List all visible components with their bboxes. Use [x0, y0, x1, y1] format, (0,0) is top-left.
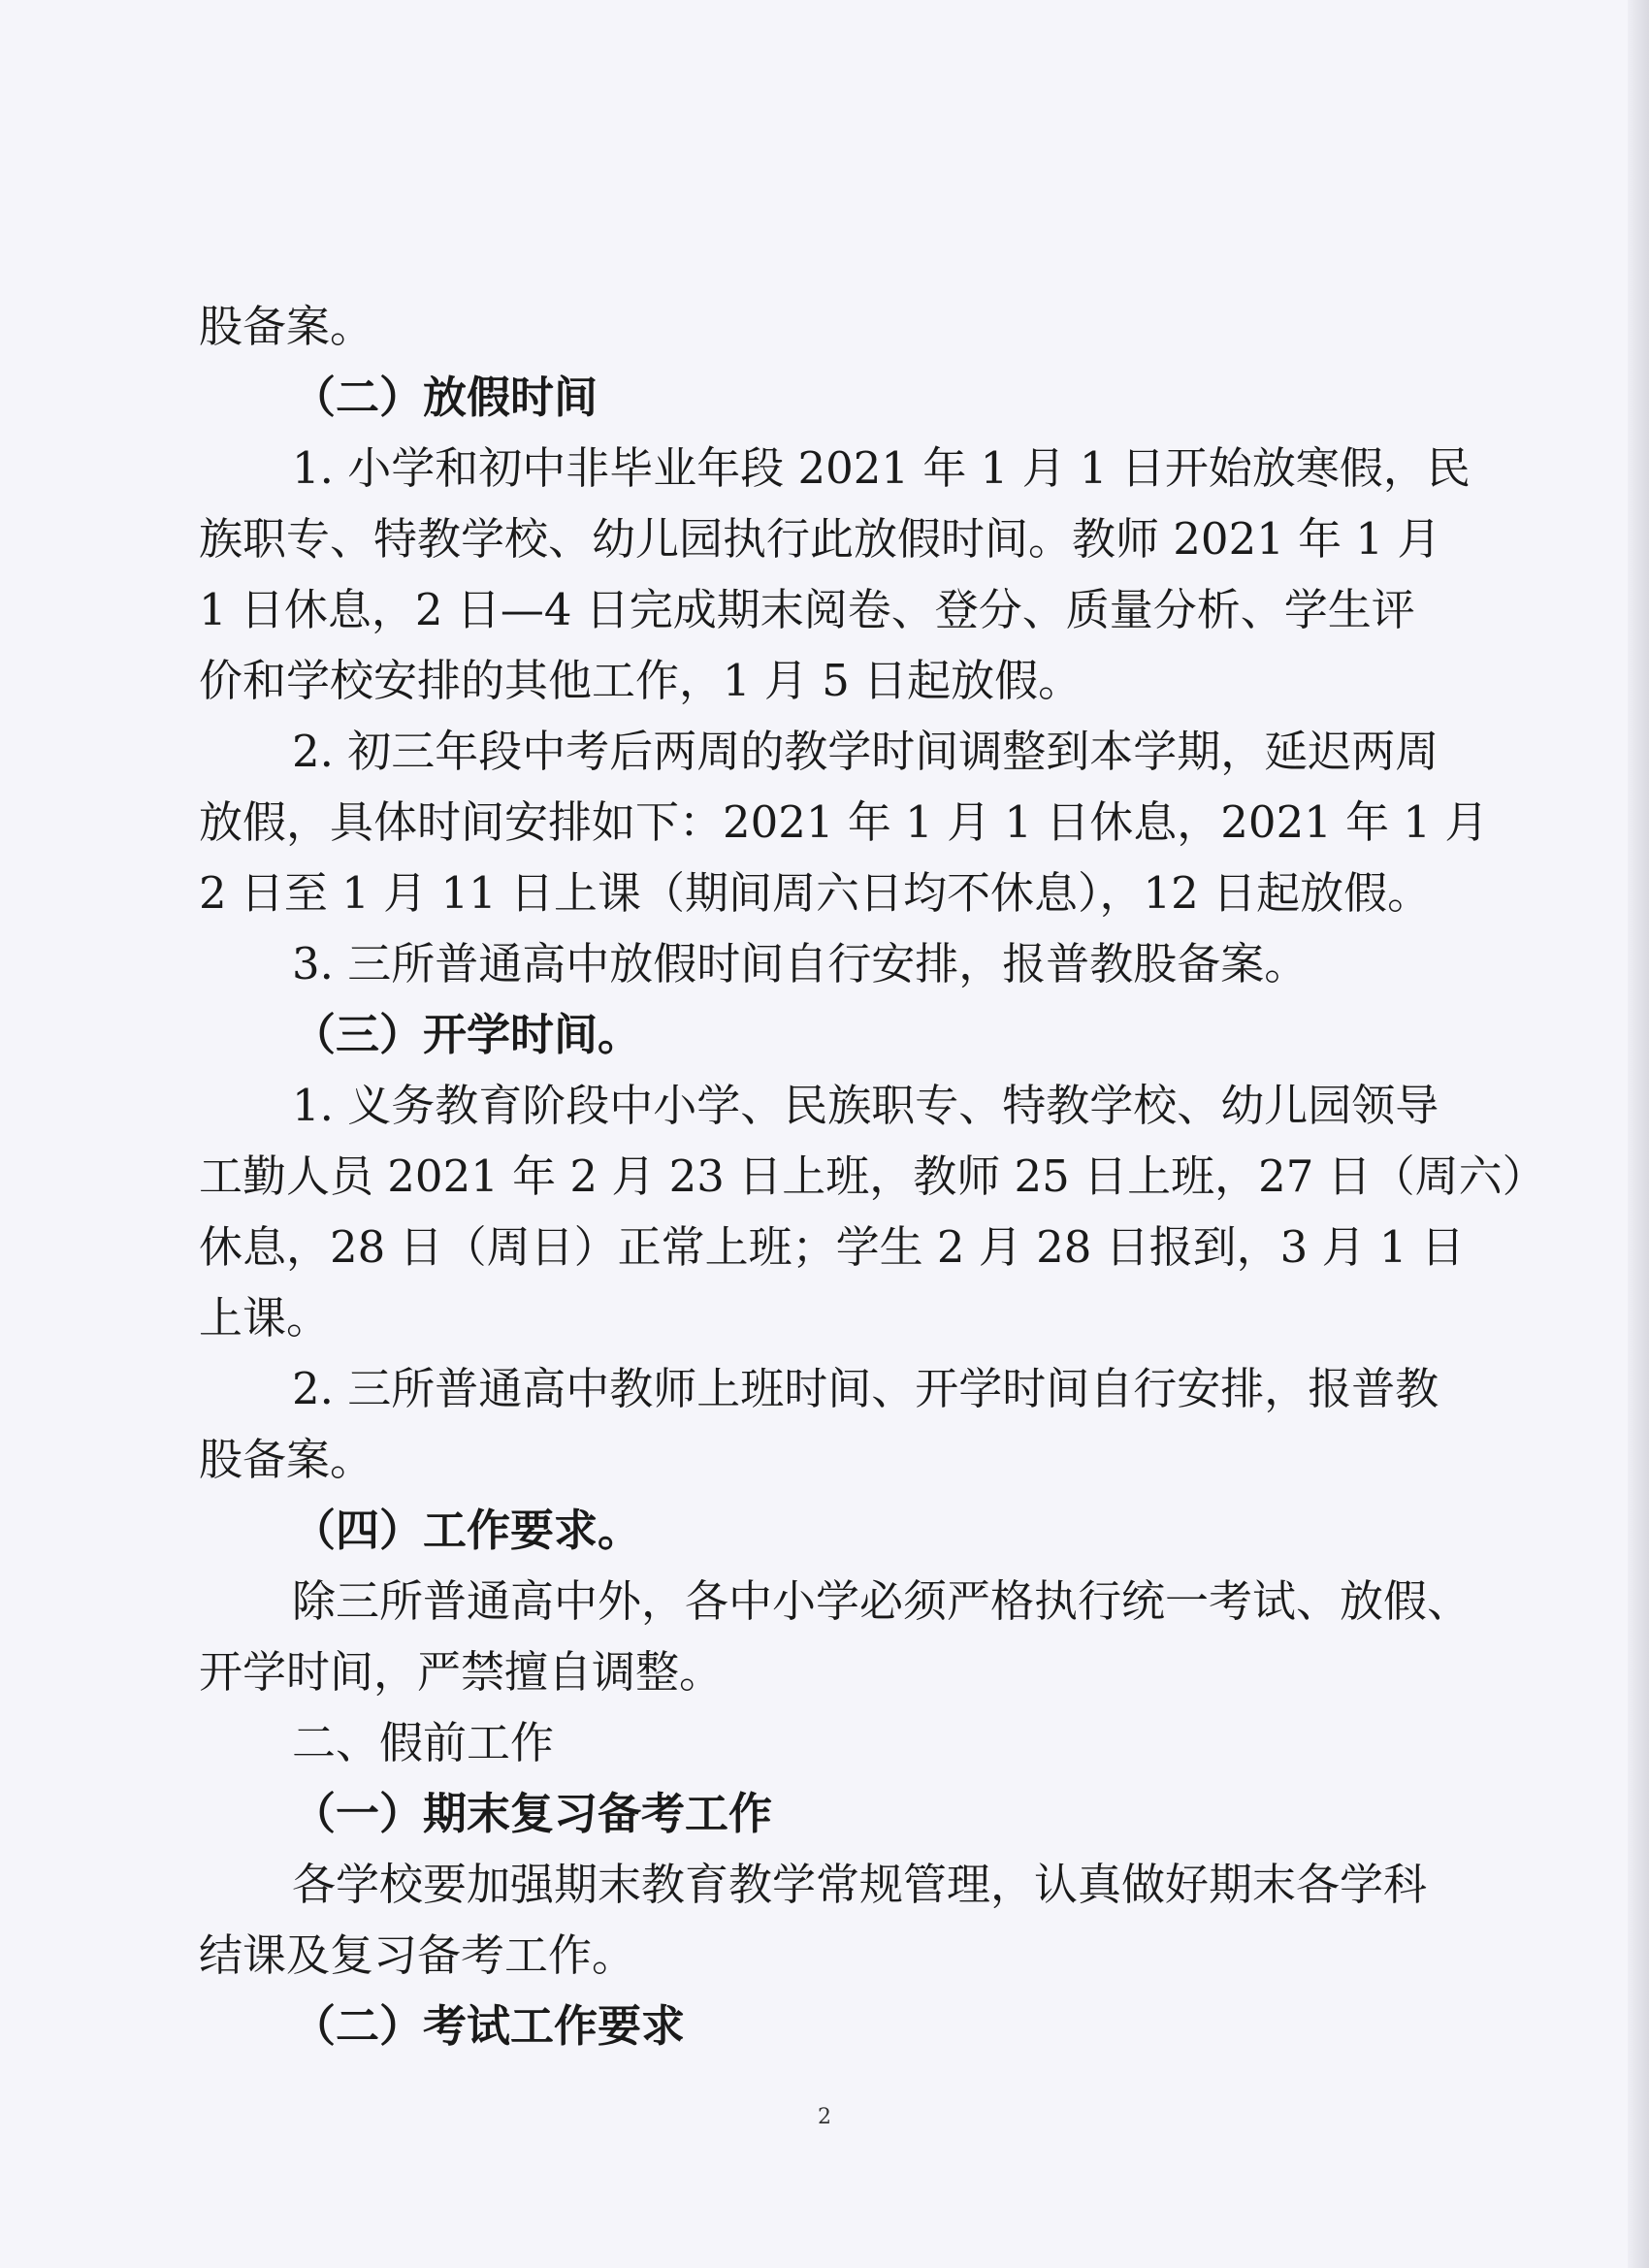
paragraph-line: 二、假前工作	[292, 1717, 555, 1768]
section-heading: （二）放假时间	[292, 372, 598, 423]
page-number: 2	[818, 2105, 831, 2129]
paragraph-line: 休息，28 日（周日）正常上班；学生 2 月 28 日报到，3 月 1 日	[199, 1221, 1465, 1273]
section-heading: （四）工作要求。	[292, 1505, 642, 1556]
paragraph-line: 1. 小学和初中非毕业年段 2021 年 1 月 1 日开始放寒假，民	[292, 442, 1471, 494]
paragraph-line: 价和学校安排的其他工作，1 月 5 日起放假。	[199, 655, 1083, 706]
section-heading: （一）期末复习备考工作	[292, 1788, 773, 1839]
paragraph-line: 各学校要加强期末教育教学常规管理，认真做好期末各学科	[292, 1859, 1428, 1910]
paragraph-line: 2. 初三年段中考后两周的教学时间调整到本学期，延迟两周	[292, 726, 1439, 777]
paragraph-line: 族职专、特教学校、幼儿园执行此放假时间。教师 2021 年 1 月	[199, 513, 1441, 565]
paragraph-line: 上课。	[199, 1292, 331, 1344]
paragraph-line: 放假，具体时间安排如下：2021 年 1 月 1 日休息，2021 年 1 月	[199, 796, 1489, 848]
paragraph-line: 开学时间，严禁擅自调整。	[199, 1646, 724, 1698]
paragraph-line: 股备案。	[199, 301, 374, 352]
paragraph-line: 2 日至 1 月 11 日上课（期间周六日均不休息），12 日起放假。	[199, 867, 1432, 919]
paragraph-line: 结课及复习备考工作。	[199, 1929, 636, 1981]
page-edge-shadow	[1628, 0, 1649, 2268]
paragraph-line: 2. 三所普通高中教师上班时间、开学时间自行安排，报普教	[292, 1363, 1439, 1414]
paragraph-line: 除三所普通高中外，各中小学必须严格执行统一考试、放假、	[292, 1575, 1471, 1627]
paragraph-line: 1 日休息，2 日—4 日完成期末阅卷、登分、质量分析、学生评	[199, 584, 1415, 635]
paragraph-line: 股备案。	[199, 1434, 374, 1485]
section-heading: （二）考试工作要求	[292, 2000, 686, 2052]
section-heading: （三）开学时间。	[292, 1009, 642, 1060]
paragraph-line: 工勤人员 2021 年 2 月 23 日上班，教师 25 日上班，27 日（周六）	[199, 1150, 1546, 1202]
paragraph-line: 3. 三所普通高中放假时间自行安排，报普教股备案。	[292, 938, 1309, 989]
document-body	[199, 291, 1546, 2061]
paragraph-line: 1. 义务教育阶段中小学、民族职专、特教学校、幼儿园领导	[292, 1080, 1439, 1131]
